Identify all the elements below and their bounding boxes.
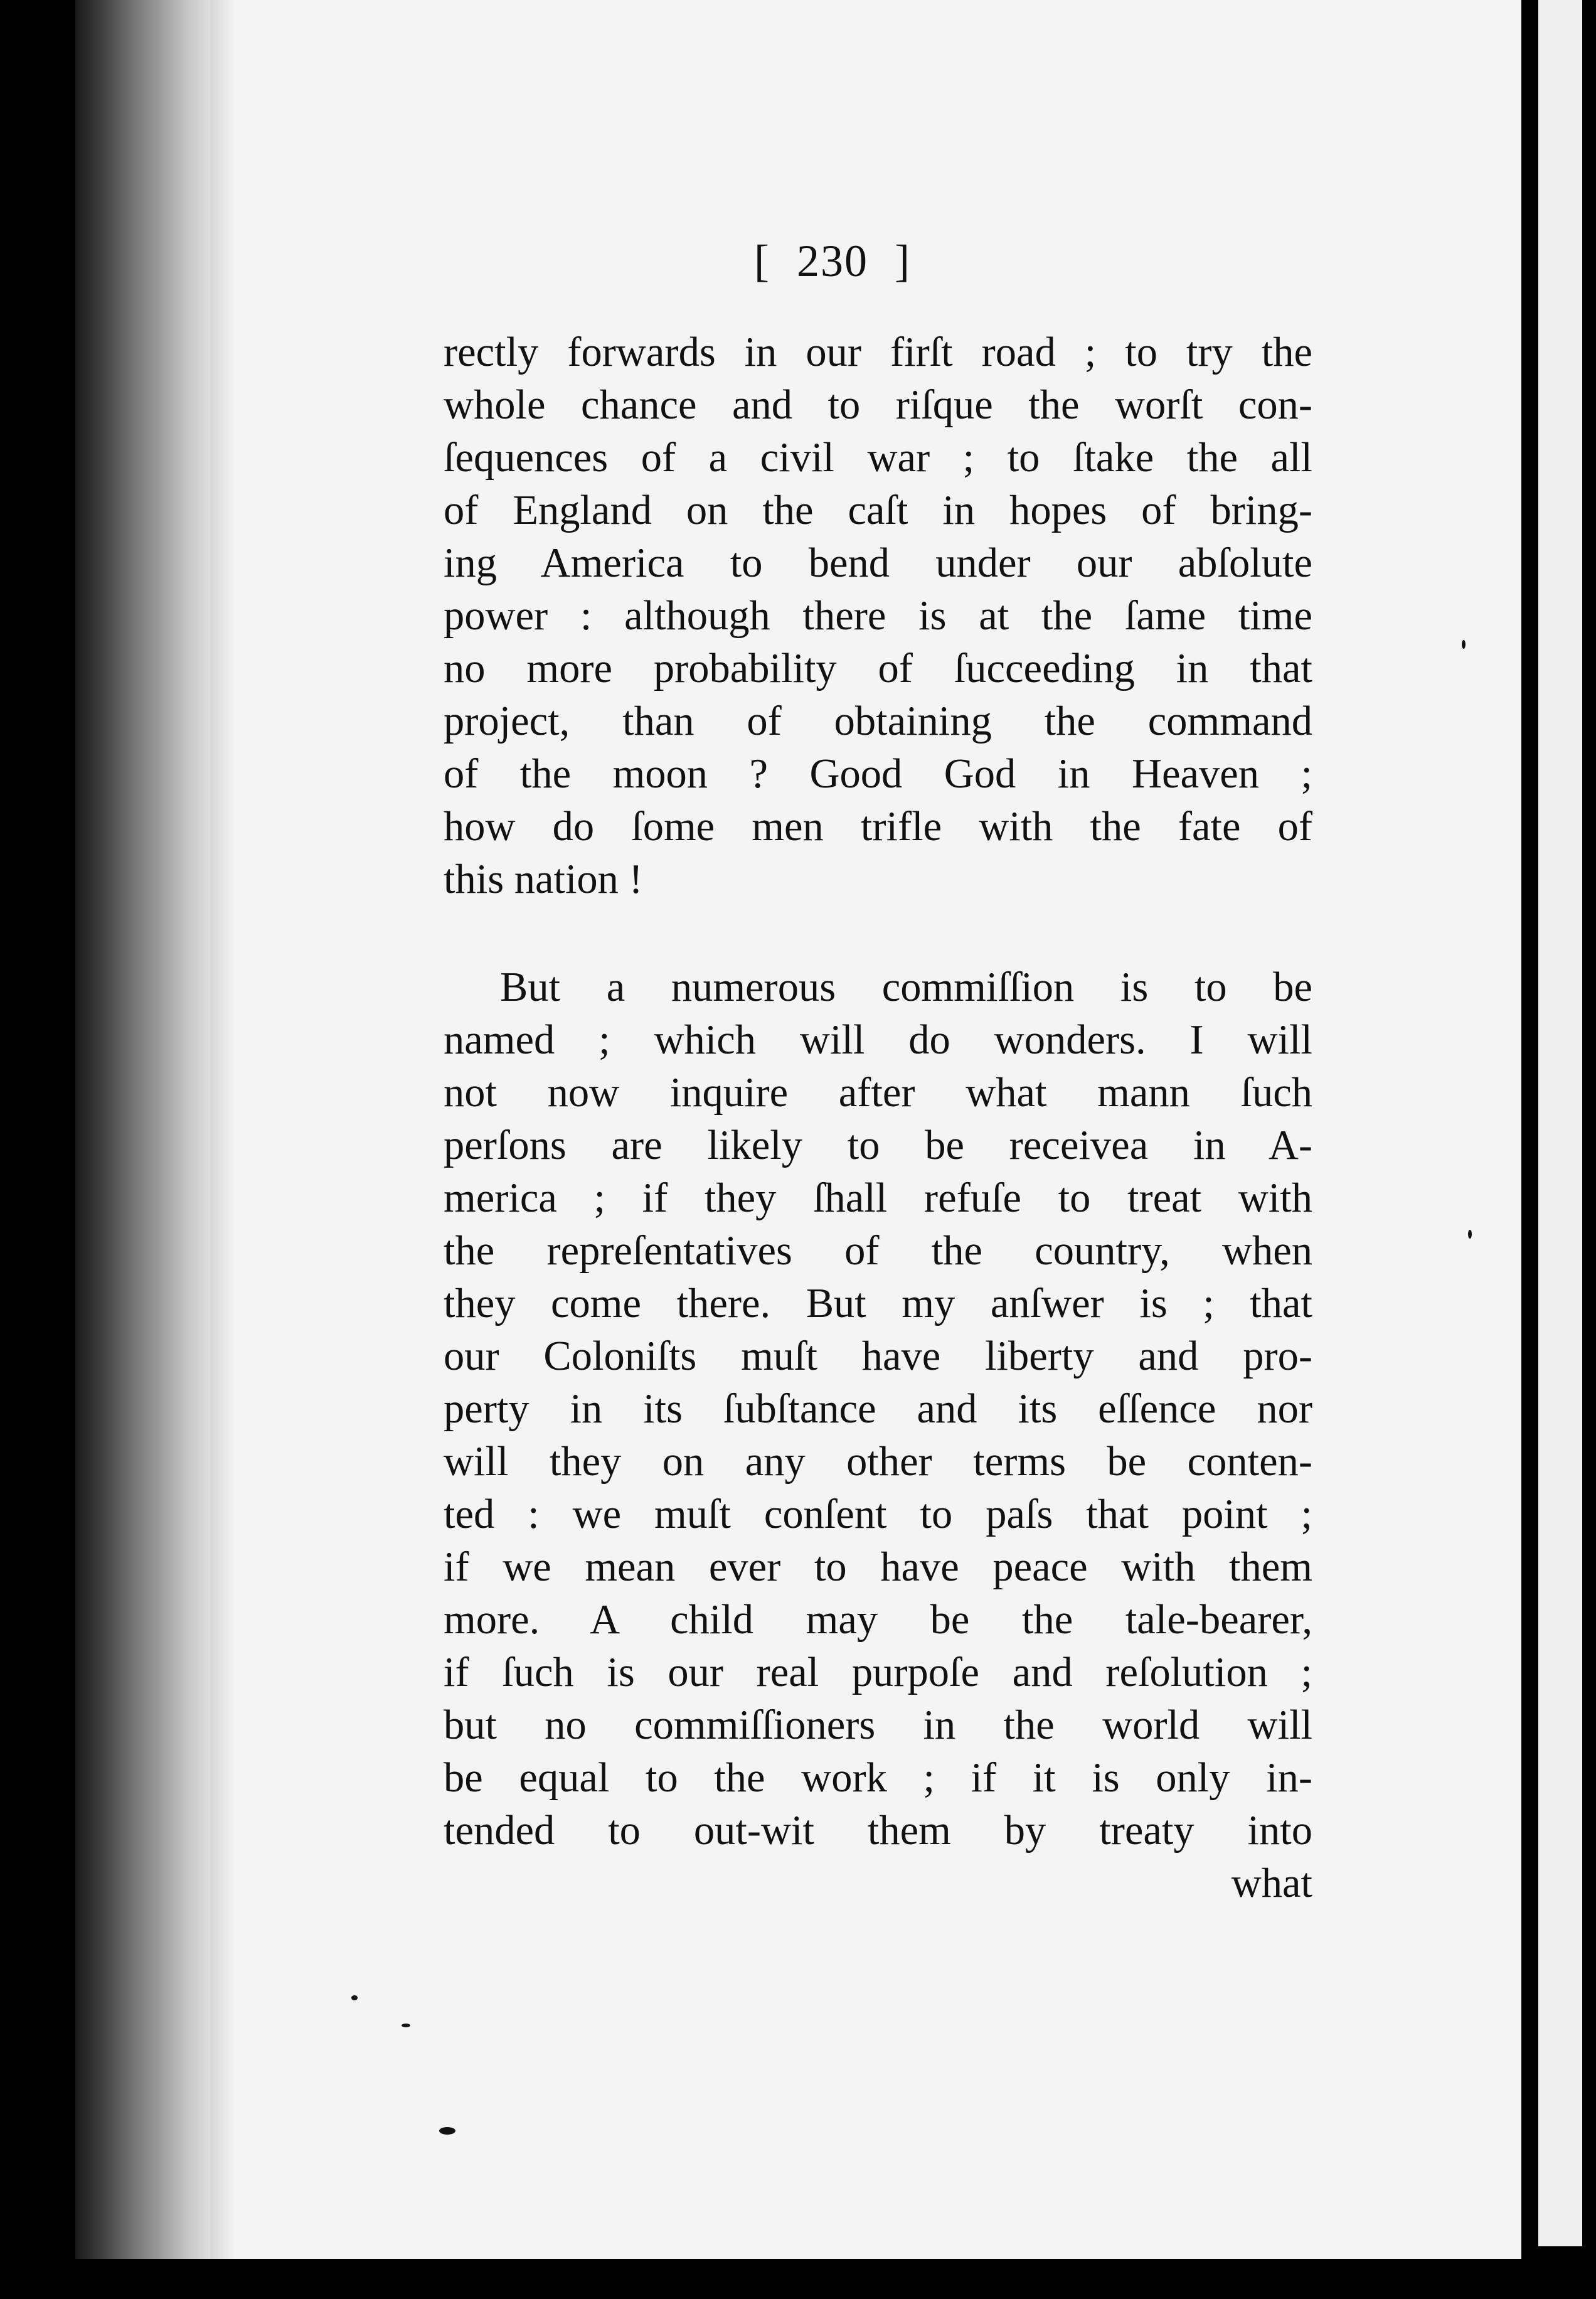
book-gutter [75, 0, 210, 2299]
paper-blemish [276, 1396, 314, 1427]
page-shadow [210, 0, 235, 2259]
text-line: if we mean ever to have peace with them [444, 1544, 1312, 1590]
text-line: more. A child may be the tale-bearer, [444, 1597, 1312, 1643]
text-line: merica ; if they ſhall refuſe to treat with [444, 1175, 1312, 1221]
paragraph-2 [444, 961, 1312, 1910]
text-line: will they on any other terms be conten- [444, 1439, 1312, 1485]
ink-speck [439, 2127, 455, 2135]
text-line: of England on the caſt in hopes of bring- [444, 488, 1312, 533]
text-line: perſons are likely to be receivea in A- [444, 1123, 1312, 1168]
ink-speck [1468, 1230, 1472, 1239]
text-line: they come there. But my anſwer is ; that [444, 1281, 1312, 1326]
adjacent-page-edge [1538, 0, 1582, 2246]
ink-speck [1462, 640, 1466, 649]
text-line: no more probability of ſucceeding in that [444, 646, 1312, 691]
paragraph-1 [444, 326, 1312, 906]
text-line: of the moon ? Good God in Heaven ; [444, 751, 1312, 797]
text-line: whole chance and to riſque the worſt con- [444, 382, 1312, 428]
text-line: ing America to bend under our abſolute [444, 540, 1312, 586]
paper-blemish [263, 1795, 286, 1870]
text-line: how do ſome men trifle with the fate of [444, 804, 1312, 850]
close-bracket: ] [894, 236, 911, 286]
text-line: ted : we muſt conſent to paſs that point ; [444, 1491, 1312, 1537]
page-number: 230 [796, 236, 868, 286]
text-line: but no commiſſioners in the world will [444, 1702, 1312, 1748]
text-line: not now inquire after what mann ſuch [444, 1070, 1312, 1116]
text-line: rectly forwards in our firſt road ; to try the [444, 329, 1312, 375]
page-number-header [728, 235, 937, 287]
text-line: power : although there is at the ſame time [444, 593, 1312, 639]
open-bracket: [ [754, 236, 770, 286]
text-line: project, than of obtaining the command [444, 698, 1312, 744]
text-line: perty in its ſubſtance and its eſſence nor [444, 1386, 1312, 1432]
scan-left-border [0, 0, 75, 2299]
text-line: tended to out-wit them by treaty into [444, 1808, 1312, 1854]
ink-speck [351, 1995, 358, 2000]
paragraph-spacer [444, 906, 1312, 961]
text-line: be equal to the work ; if it is only in- [444, 1755, 1312, 1801]
catchword: what [1231, 1860, 1312, 1906]
text-line: if ſuch is our real purpoſe and reſolution ; [444, 1650, 1312, 1695]
text-line: But a numerous commiſſion is to be [500, 964, 1312, 1010]
body-text [444, 326, 1312, 1910]
scan-bottom-border [75, 2259, 1521, 2299]
text-line: our Coloniſts muſt have liberty and pro- [444, 1333, 1312, 1379]
ink-speck [402, 2024, 410, 2027]
text-line: ſequences of a civil war ; to ſtake the all [444, 435, 1312, 481]
text-line: this nation ! [444, 856, 643, 902]
text-line: the repreſentatives of the country, when [444, 1228, 1312, 1274]
text-line: named ; which will do wonders. I will [444, 1017, 1312, 1063]
